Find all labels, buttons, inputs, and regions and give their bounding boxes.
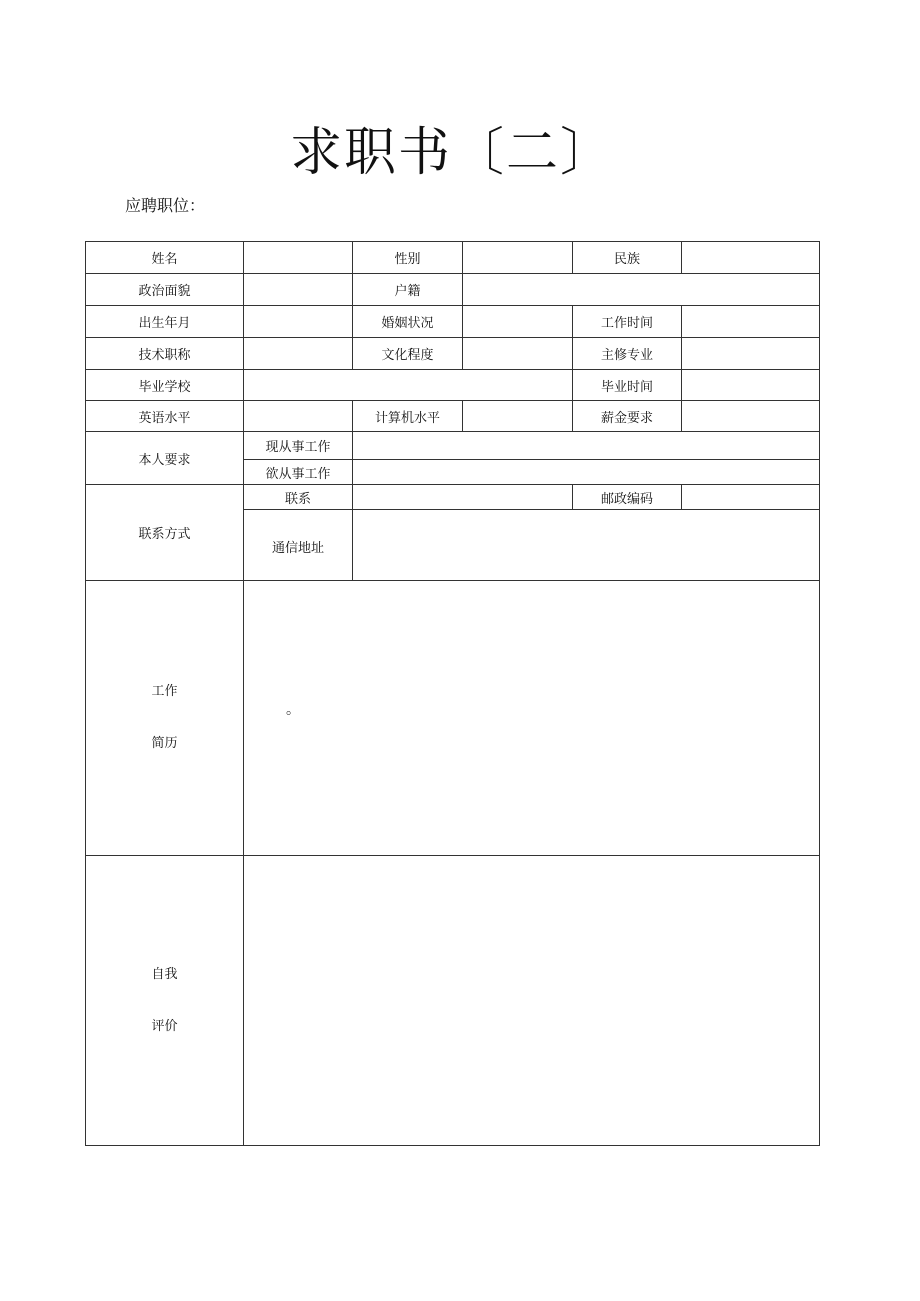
name-field[interactable]	[244, 242, 353, 274]
position-applied-label: 应聘职位：	[125, 196, 206, 215]
contact-label: 联系	[244, 485, 353, 510]
graduated-school-field[interactable]	[244, 370, 573, 401]
computer-level-label: 计算机水平	[353, 401, 463, 432]
desired-job-field[interactable]	[353, 460, 820, 485]
table-row	[86, 432, 820, 460]
table-row	[86, 401, 820, 432]
table-row	[86, 306, 820, 338]
work-history-label	[86, 581, 244, 856]
graduation-time-field[interactable]	[682, 370, 820, 401]
english-level-label: 英语水平	[86, 401, 244, 432]
name-label: 姓名	[86, 242, 244, 274]
salary-requirement-label: 薪金要求	[573, 401, 682, 432]
table-row	[86, 485, 820, 510]
work-start-label: 工作时间	[573, 306, 682, 338]
computer-level-field[interactable]	[463, 401, 573, 432]
self-evaluation-label-line2: 评价	[151, 1018, 178, 1034]
education-level-label: 文化程度	[353, 338, 463, 370]
work-history-label-line2: 简历	[151, 736, 178, 751]
technical-title-label: 技术职称	[86, 338, 244, 370]
birth-date-field[interactable]	[244, 306, 353, 338]
major-label: 主修专业	[573, 338, 682, 370]
political-status-label: 政治面貌	[86, 274, 244, 306]
education-level-field[interactable]	[463, 338, 573, 370]
household-registration-field[interactable]	[463, 274, 820, 306]
salary-requirement-field[interactable]	[682, 401, 820, 432]
resume-form-table	[85, 241, 820, 1146]
table-row	[86, 242, 820, 274]
current-job-label: 现从事工作	[244, 432, 353, 460]
self-evaluation-label-line1: 自我	[151, 966, 178, 982]
household-registration-label: 户籍	[353, 274, 463, 306]
graduation-time-label: 毕业时间	[573, 370, 682, 401]
work-history-label-line1: 工作	[151, 684, 178, 699]
contact-method-label: 联系方式	[86, 485, 244, 581]
current-job-field[interactable]	[353, 432, 820, 460]
table-row	[86, 274, 820, 306]
birth-date-label: 出生年月	[86, 306, 244, 338]
postal-code-label: 邮政编码	[573, 485, 682, 510]
work-history-mark: 。	[286, 702, 300, 718]
marital-status-label: 婚姻状况	[353, 306, 463, 338]
marital-status-field[interactable]	[463, 306, 573, 338]
self-evaluation-label	[86, 856, 244, 1146]
ethnicity-label: 民族	[573, 242, 682, 274]
work-start-field[interactable]	[682, 306, 820, 338]
english-level-field[interactable]	[244, 401, 353, 432]
mailing-address-field[interactable]	[353, 510, 820, 581]
table-row	[86, 856, 820, 1146]
contact-field[interactable]	[353, 485, 573, 510]
personal-requirement-label: 本人要求	[86, 432, 244, 485]
self-evaluation-field[interactable]	[244, 856, 820, 1146]
ethnicity-field[interactable]	[682, 242, 820, 274]
desired-job-label: 欲从事工作	[244, 460, 353, 485]
technical-title-field[interactable]	[244, 338, 353, 370]
gender-field[interactable]	[463, 242, 573, 274]
table-row	[86, 338, 820, 370]
table-row	[86, 581, 820, 856]
work-history-field[interactable]	[244, 581, 820, 856]
page-title: 求职书〔二〕	[290, 123, 615, 183]
major-field[interactable]	[682, 338, 820, 370]
postal-code-field[interactable]	[682, 485, 820, 510]
table-row	[86, 370, 820, 401]
graduated-school-label: 毕业学校	[86, 370, 244, 401]
mailing-address-label: 通信地址	[244, 510, 353, 581]
political-status-field[interactable]	[244, 274, 353, 306]
gender-label: 性别	[353, 242, 463, 274]
